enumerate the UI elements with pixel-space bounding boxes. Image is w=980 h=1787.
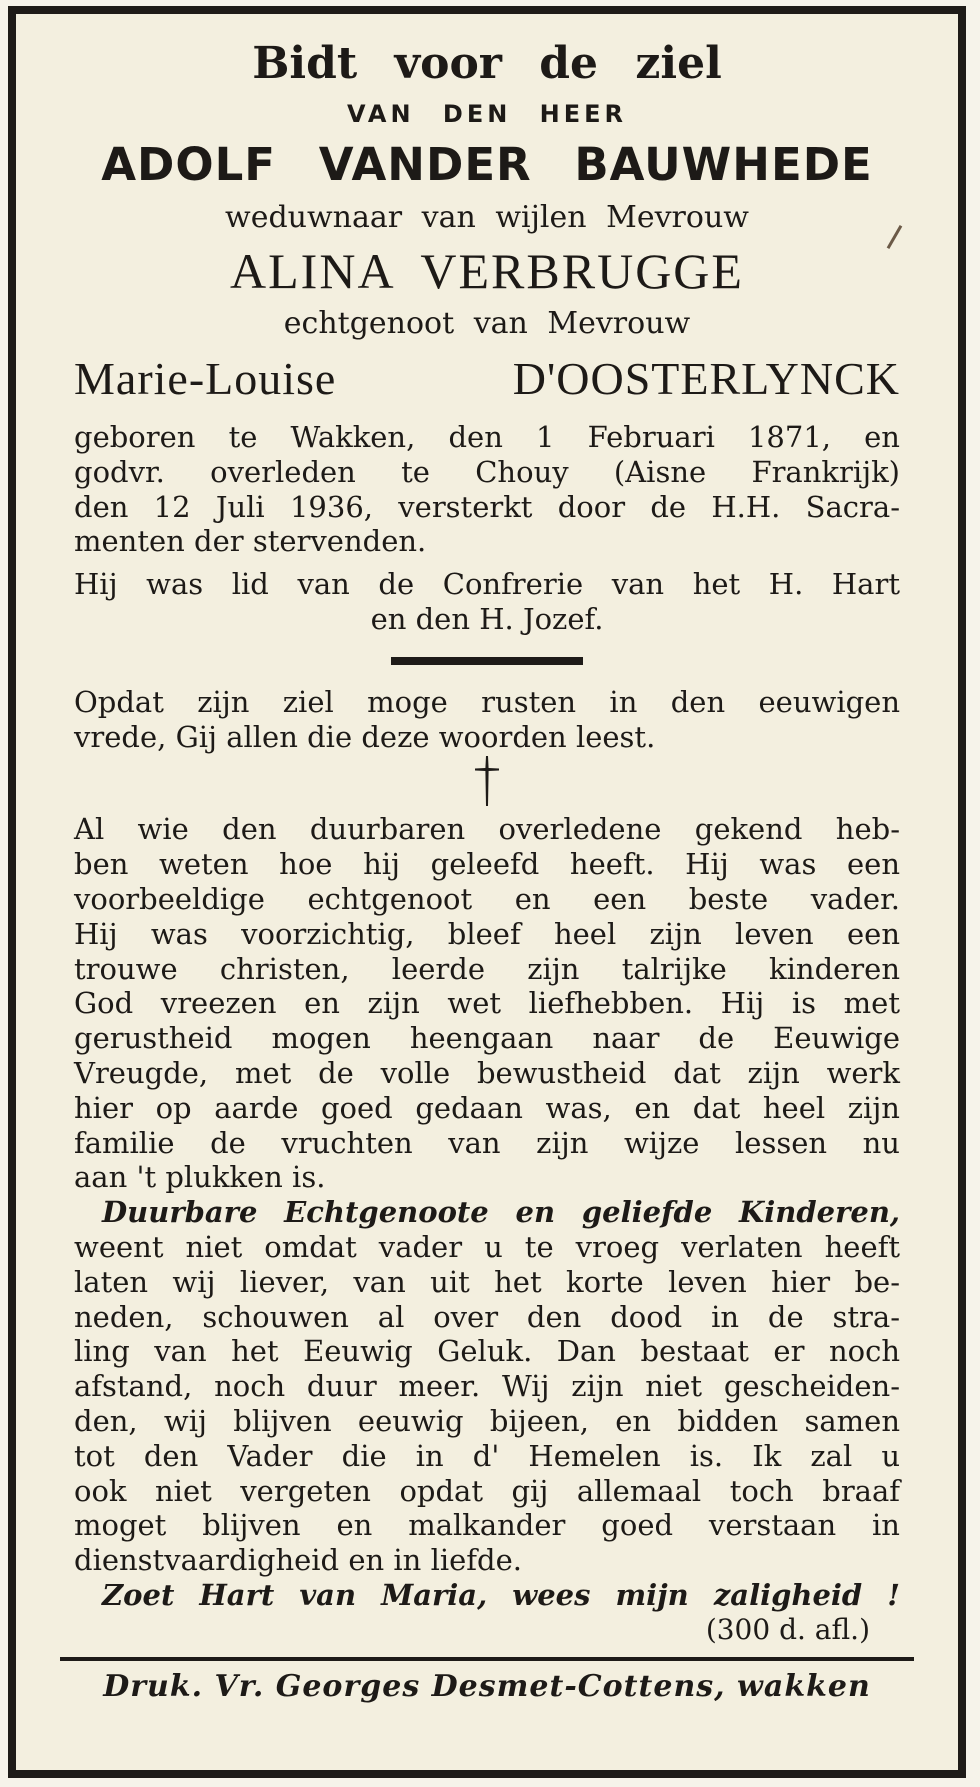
prayer-request-line: vrede, Gij allen die deze woorden leest. <box>74 719 656 754</box>
biography-line: menten der stervenden. <box>74 524 427 559</box>
farewell-address: Duurbare Echtgenoote en geliefde Kinderen, <box>102 1195 900 1230</box>
eulogy-line: ben weten hoe hij geleefd heeft. Hij was een <box>74 847 900 882</box>
farewell-line: dienstvaardigheid en in liefde. <box>74 1543 522 1578</box>
second-spouse-given-name: Marie-Louise <box>74 353 337 404</box>
eulogy-line: hier op aarde goed gedaan was, en dat heel zijn <box>74 1090 900 1125</box>
farewell-line: weent niet omdat vader u te vroeg verlaten heeft <box>74 1229 900 1264</box>
footer-rule <box>60 1657 914 1661</box>
farewell-line: ook niet vergeten opdat gij allemaal toch braaf <box>74 1473 900 1508</box>
second-spouse-name <box>74 346 900 412</box>
relation-widower: weduwnaar van wijlen Mevrouw <box>225 200 749 235</box>
biography <box>16 420 958 559</box>
section-divider <box>391 657 583 665</box>
confraternity-line: Hij was lid van de Confrerie van het H. Hart <box>74 567 900 602</box>
farewell-line: laten wij liever, van uit het korte leven hier be- <box>74 1264 900 1299</box>
eulogy-line: familie de vruchten van zijn wijze lessen nu <box>74 1125 900 1160</box>
deceased-name: ADOLF VANDER BAUWHEDE <box>101 138 873 191</box>
eulogy-line: gerustheid mogen heengaan naar de Eeuwige <box>74 1021 900 1056</box>
name-prefix: VAN DEN HEER <box>346 100 628 128</box>
eulogy-line: voorbeeldige echtgenoot en een beste vader. <box>74 881 900 916</box>
eulogy-line: trouwe christen, leerde zijn talrijke kinderen <box>74 951 900 986</box>
farewell-line: ling van het Eeuwig Geluk. Dan bestaat er noch <box>74 1334 900 1369</box>
biography-line: geboren te Wakken, den 1 Februari 1871, en <box>74 420 900 454</box>
memorial-card <box>8 6 966 1778</box>
prayer-request <box>16 685 958 755</box>
printer-credit: Druk. Vr. Georges Desmet-Cottens, wakken <box>103 1668 871 1704</box>
eulogy-line: God vreezen en zijn wet liefhebben. Hij is met <box>74 986 900 1021</box>
prayer-heading: Bidt voor de ziel <box>252 38 722 89</box>
invocation: Zoet Hart van Maria, wees mijn zaligheid ! <box>102 1577 900 1612</box>
eulogy-line: Al wie den duurbaren overledene gekend heb- <box>74 812 900 847</box>
farewell <box>16 1195 958 1578</box>
confraternity <box>16 567 958 637</box>
indulgence-note: (300 d. afl.) <box>705 1612 870 1646</box>
eulogy-line: Vreugde, met de volle bewustheid dat zijn werk <box>74 1055 900 1090</box>
confraternity-line: en den H. Jozef. <box>370 601 604 636</box>
prayer-request-line: Opdat zijn ziel moge rusten in den eeuwigen <box>74 684 900 719</box>
second-spouse-family-name: D'OOSTERLYNCK <box>512 353 900 404</box>
card-text <box>16 34 958 1707</box>
biography-line: godvr. overleden te Chouy (Aisne Frankrijk) <box>74 454 900 489</box>
eulogy-line: Hij was voorzichtig, bleef heel zijn leven een <box>74 916 900 951</box>
relation-husband: echtgenoot van Mevrouw <box>283 306 691 341</box>
farewell-line: afstand, noch duur meer. Wij zijn niet gescheiden- <box>74 1369 900 1404</box>
latin-cross-icon <box>16 754 958 812</box>
farewell-line: neden, schouwen al over den dood in de stra- <box>74 1299 900 1334</box>
farewell-line: moget blijven en malkander goed verstaan in <box>74 1508 900 1543</box>
first-spouse-name: ALINA VERBRUGGE <box>230 243 744 299</box>
farewell-line: tot den Vader die in d' Hemelen is. Ik zal u <box>74 1438 900 1473</box>
farewell-line: den, wij blijven eeuwig bijeen, en bidden samen <box>74 1403 900 1438</box>
eulogy <box>16 812 958 1195</box>
biography-line: den 12 Juli 1936, versterkt door de H.H. Sacra- <box>74 489 900 524</box>
eulogy-line: aan 't plukken is. <box>74 1160 326 1195</box>
